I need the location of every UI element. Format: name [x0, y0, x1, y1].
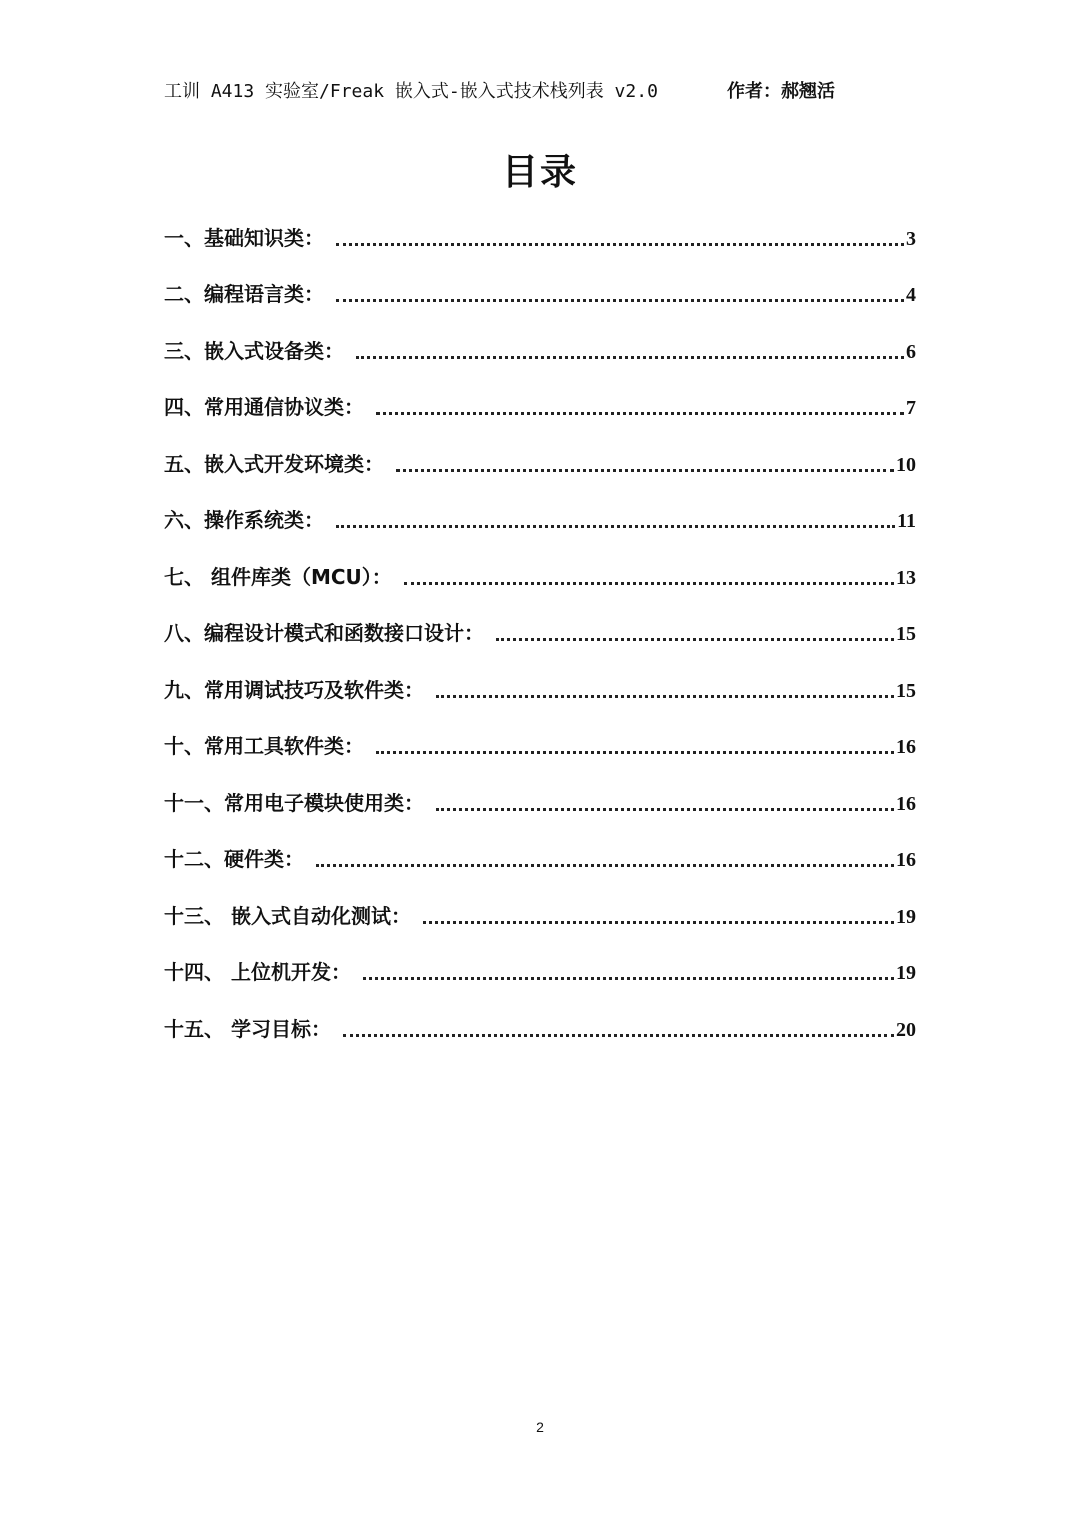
dot-leader [336, 299, 904, 302]
dot-leader [316, 864, 894, 867]
toc-entry[interactable] [164, 210, 916, 267]
dot-leader [396, 469, 894, 472]
toc-entry-label: 九、常用调试技巧及软件类： [164, 677, 424, 702]
toc-list [164, 210, 916, 1058]
toc-entry-label: 十四、 上位机开发： [164, 960, 351, 984]
document-title: 工训 A413 实验室/Freak 嵌入式-嵌入式技术栈列表 v2.0 [164, 81, 658, 102]
toc-entry[interactable] [164, 436, 916, 493]
toc-entry-label: 五、嵌入式开发环境类： [164, 451, 384, 476]
toc-entry[interactable] [164, 323, 916, 380]
toc-entry-label: 七、 组件库类（MCU）： [164, 564, 392, 589]
toc-entry[interactable] [164, 1001, 916, 1058]
toc-entry[interactable] [164, 662, 916, 719]
dot-leader [404, 582, 894, 585]
toc-entry[interactable] [164, 493, 916, 550]
toc-entry-page: 16 [896, 792, 916, 815]
toc-entry[interactable] [164, 945, 916, 1002]
toc-entry-page: 15 [896, 679, 916, 702]
toc-entry[interactable] [164, 719, 916, 776]
dot-leader [356, 356, 904, 359]
toc-entry-page: 15 [896, 623, 916, 645]
dot-leader [436, 808, 894, 811]
author-line: 作者：郝翘活 [727, 81, 835, 102]
toc-entry-label: 三、嵌入式设备类： [164, 338, 344, 363]
toc-entry[interactable] [164, 888, 916, 945]
dot-leader [343, 1034, 894, 1037]
toc-heading: 目录 [501, 152, 578, 193]
dot-leader [376, 412, 904, 415]
toc-entry-page: 19 [896, 905, 916, 928]
toc-entry-label: 六、操作系统类： [164, 508, 324, 532]
dot-leader [376, 751, 894, 754]
page-number: 2 [536, 1419, 544, 1435]
toc-entry-label: 二、编程语言类： [164, 282, 324, 306]
toc-entry-page: 7 [906, 397, 916, 419]
toc-entry-page: 10 [896, 453, 916, 476]
toc-entry-page: 16 [896, 849, 916, 871]
toc-entry-page: 19 [896, 962, 916, 984]
toc-entry-label: 十三、 嵌入式自动化测试： [164, 903, 411, 928]
dot-leader [423, 921, 894, 924]
dot-leader [336, 243, 904, 246]
toc-entry[interactable] [164, 832, 916, 889]
toc-entry-label: 一、基础知识类： [164, 225, 324, 250]
toc-entry-page: 20 [896, 1018, 916, 1041]
toc-entry-page: 13 [896, 566, 916, 589]
toc-entry[interactable] [164, 549, 916, 606]
toc-entry[interactable] [164, 775, 916, 832]
dot-leader [336, 525, 895, 528]
toc-entry[interactable] [164, 267, 916, 324]
dot-leader [496, 638, 894, 641]
toc-entry-label: 十五、 学习目标： [164, 1016, 331, 1041]
dot-leader [363, 977, 894, 980]
toc-entry[interactable] [164, 606, 916, 663]
page-header [164, 77, 924, 103]
toc-entry[interactable] [164, 380, 916, 437]
toc-entry-page: 3 [906, 227, 916, 250]
dot-leader [436, 695, 894, 698]
toc-entry-page: 6 [906, 340, 916, 363]
toc-entry-page: 11 [897, 510, 916, 532]
toc-entry-label: 四、常用通信协议类： [164, 395, 364, 419]
toc-entry-label: 十一、常用电子模块使用类： [164, 790, 424, 815]
toc-entry-page: 16 [896, 736, 916, 758]
toc-entry-label: 八、编程设计模式和函数接口设计： [164, 621, 484, 645]
toc-entry-label: 十、常用工具软件类： [164, 734, 364, 758]
toc-entry-label: 十二、硬件类： [164, 847, 304, 871]
toc-entry-page: 4 [906, 284, 916, 306]
